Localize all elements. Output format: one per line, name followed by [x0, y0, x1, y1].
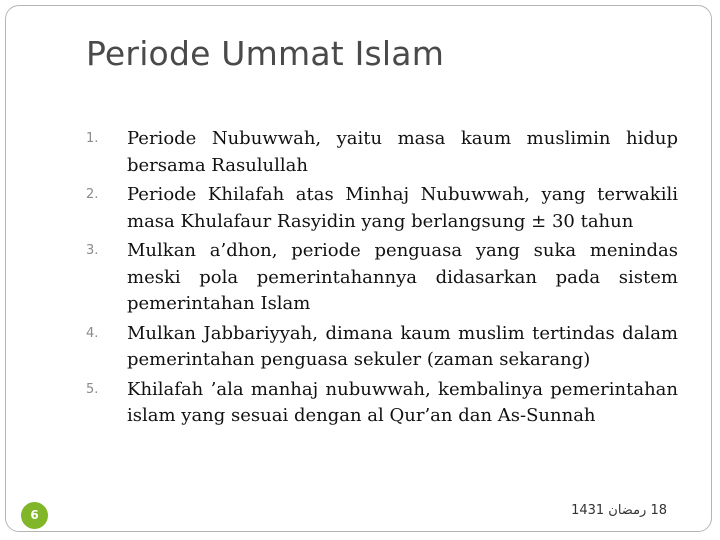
slide-frame — [5, 5, 712, 532]
list-item-number: 3. — [86, 243, 99, 258]
list-item — [86, 126, 678, 179]
list-item-text: Khilafah ’ala manhaj nubuwwah, kembalinya pemerintahan islam yang sesuai dengan al Qur’an dan As-Sunnah — [127, 378, 678, 426]
list-item — [86, 182, 678, 235]
numbered-list — [86, 126, 678, 433]
list-item-number: 1. — [86, 131, 99, 146]
list-item — [86, 238, 678, 318]
list-item-text: Periode Khilafah atas Minhaj Nubuwwah, yang terwakili masa Khulafaur Rasyidin yang berlangsung ± 30 tahun — [127, 184, 678, 232]
page-number-badge: 6 — [21, 502, 48, 529]
slide-title: Periode Ummat Islam — [86, 34, 445, 73]
footer-date: 18 رمضان 1431 — [571, 503, 667, 518]
list-item — [86, 377, 678, 430]
list-item-number: 4. — [86, 325, 99, 341]
list-item-text: Mulkan Jabbariyyah, dimana kaum muslim tertindas dalam pemerintahan penguasa sekuler (zaman sekarang) — [127, 322, 678, 370]
list-item-number: 2. — [86, 187, 99, 202]
list-item-text: Periode Nubuwwah, yaitu masa kaum muslimin hidup bersama Rasulullah — [127, 128, 678, 176]
list-item-text: Mulkan a’dhon, periode penguasa yang suka menindas meski pola pemerintahannya didasarkan pada sistem pemerintahan Islam — [127, 240, 678, 314]
list-item — [86, 321, 678, 374]
list-item-number: 5. — [86, 381, 99, 397]
